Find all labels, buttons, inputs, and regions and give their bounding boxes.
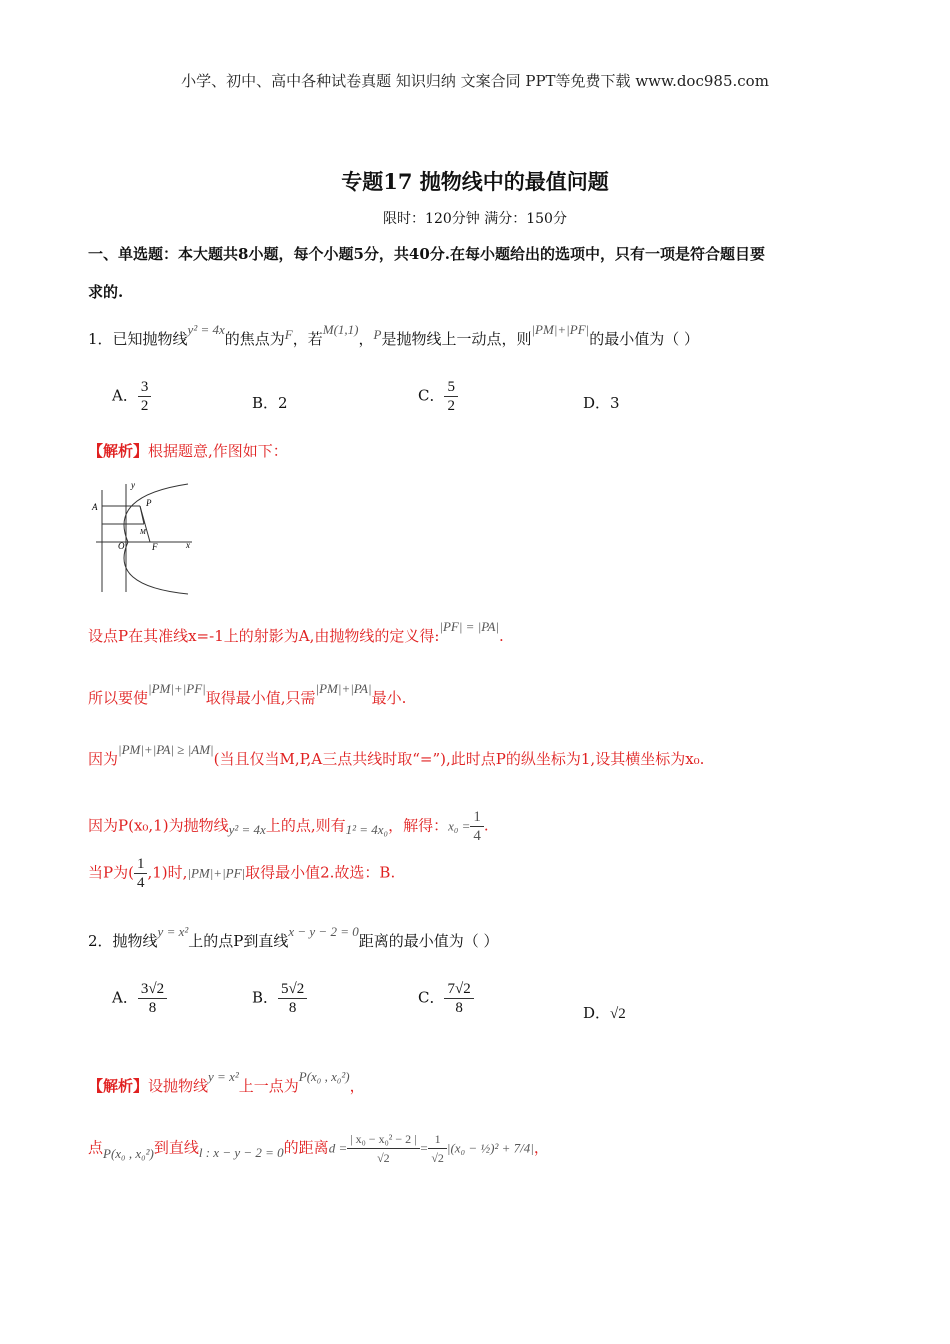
q1-solution-step-1: 设点P在其准线x=-1上的射影为A,由抛物线的定义得:|PF| = |PA|. [88, 619, 504, 645]
q1-solution-step-4: 因为P(x₀,1)为抛物线y² = 4x上的点,则有1² = 4x₀，解得：x₀ = $\frac{1}{4}$ . [88, 809, 489, 844]
point-m: M(1,1) [322, 322, 359, 337]
sum-expression: |PM|+|PF| [531, 322, 590, 337]
q2-solution-step-2: 点P(x₀ , x₀²)到直线l : x − y − 2 = 0的距离d = $\frac{\text{| x₀ − x₀² − 2 |}}{√2}$ = $\frac{1}{√2}$ |(x₀ − ½)² + 7/4|， [88, 1132, 549, 1165]
q1-option-c: C． $\frac{5}{2}$ [418, 378, 458, 415]
fig-label-p: P [146, 498, 152, 508]
section-heading: 一、单选题：本大题共8小题，每个小题5分，共40分.在每小题给出的选项中，只有一项是符合题目要 [88, 245, 765, 263]
question-2-stem: 2．抛物线y = x²上的点P到直线x − y − 2 = 0距离的最小值为（ ） [88, 924, 499, 950]
segment-pm [140, 506, 144, 524]
question-1-stem: 1．已知抛物线y² = 4x的焦点为F，若M(1,1)，P是抛物线上一动点，则|PM|+|PF|的最小值为（ ） [88, 322, 699, 348]
fig-label-y: y [131, 480, 135, 490]
q2-option-a: A． $\frac{3√2}{8}$ [112, 980, 167, 1017]
q1-option-a: A． $\frac{3}{2}$ [112, 378, 151, 415]
q1-solution-step-5: 当P为( $\frac{1}{4}$ ,1)时,|PM|+|PF|取得最小值2.故选：B. [88, 856, 396, 891]
page-title: 专题17 抛物线中的最值问题 [341, 169, 609, 194]
fig-label-m: M [140, 528, 146, 536]
parabola-equation: y² = 4x [187, 322, 225, 337]
solution-tag: 【解析】 [88, 1077, 149, 1095]
q1-solution-step-2: 所以要使|PM|+|PF|取得最小值,只需|PM|+|PA|最小. [88, 681, 407, 707]
section-heading-cont: 求的. [88, 283, 124, 301]
q2-solution-intro: 【解析】设抛物线y = x²上一点为P(x₀ , x₀²)， [88, 1069, 365, 1095]
fig-label-x: x [186, 540, 190, 550]
q2-option-d: D．√2 [583, 1004, 626, 1022]
q1-solution-step-3: 因为|PM|+|PA| ≥ |AM|(当且仅当M,P,A三点共线时取“=”),此时点P的纵坐标为1,设其横坐标为x₀. [88, 742, 705, 768]
page-header: 小学、初中、高中各种试卷真题 知识归纳 文案合同 PPT等免费下载 www.doc985.com [181, 72, 769, 90]
fig-label-o: O [118, 541, 125, 551]
q2-option-c: C． $\frac{7√2}{8}$ [418, 980, 474, 1017]
parabola-curve [124, 484, 188, 594]
solution-tag: 【解析】 [88, 442, 149, 460]
q1-solution-intro: 【解析】根据题意,作图如下： [88, 442, 288, 460]
q1-option-d: D．3 [583, 394, 620, 412]
point-p: P [373, 327, 382, 342]
time-and-score: 限时：120分钟 满分：150分 [383, 211, 567, 227]
focus-label: F [284, 327, 293, 342]
q2-option-b: B． $\frac{5√2}{8}$ [252, 980, 307, 1017]
parabola-figure [88, 476, 208, 596]
fig-label-f: F [152, 542, 158, 552]
fig-label-a: A [92, 502, 98, 512]
q1-option-b: B．2 [252, 394, 288, 412]
